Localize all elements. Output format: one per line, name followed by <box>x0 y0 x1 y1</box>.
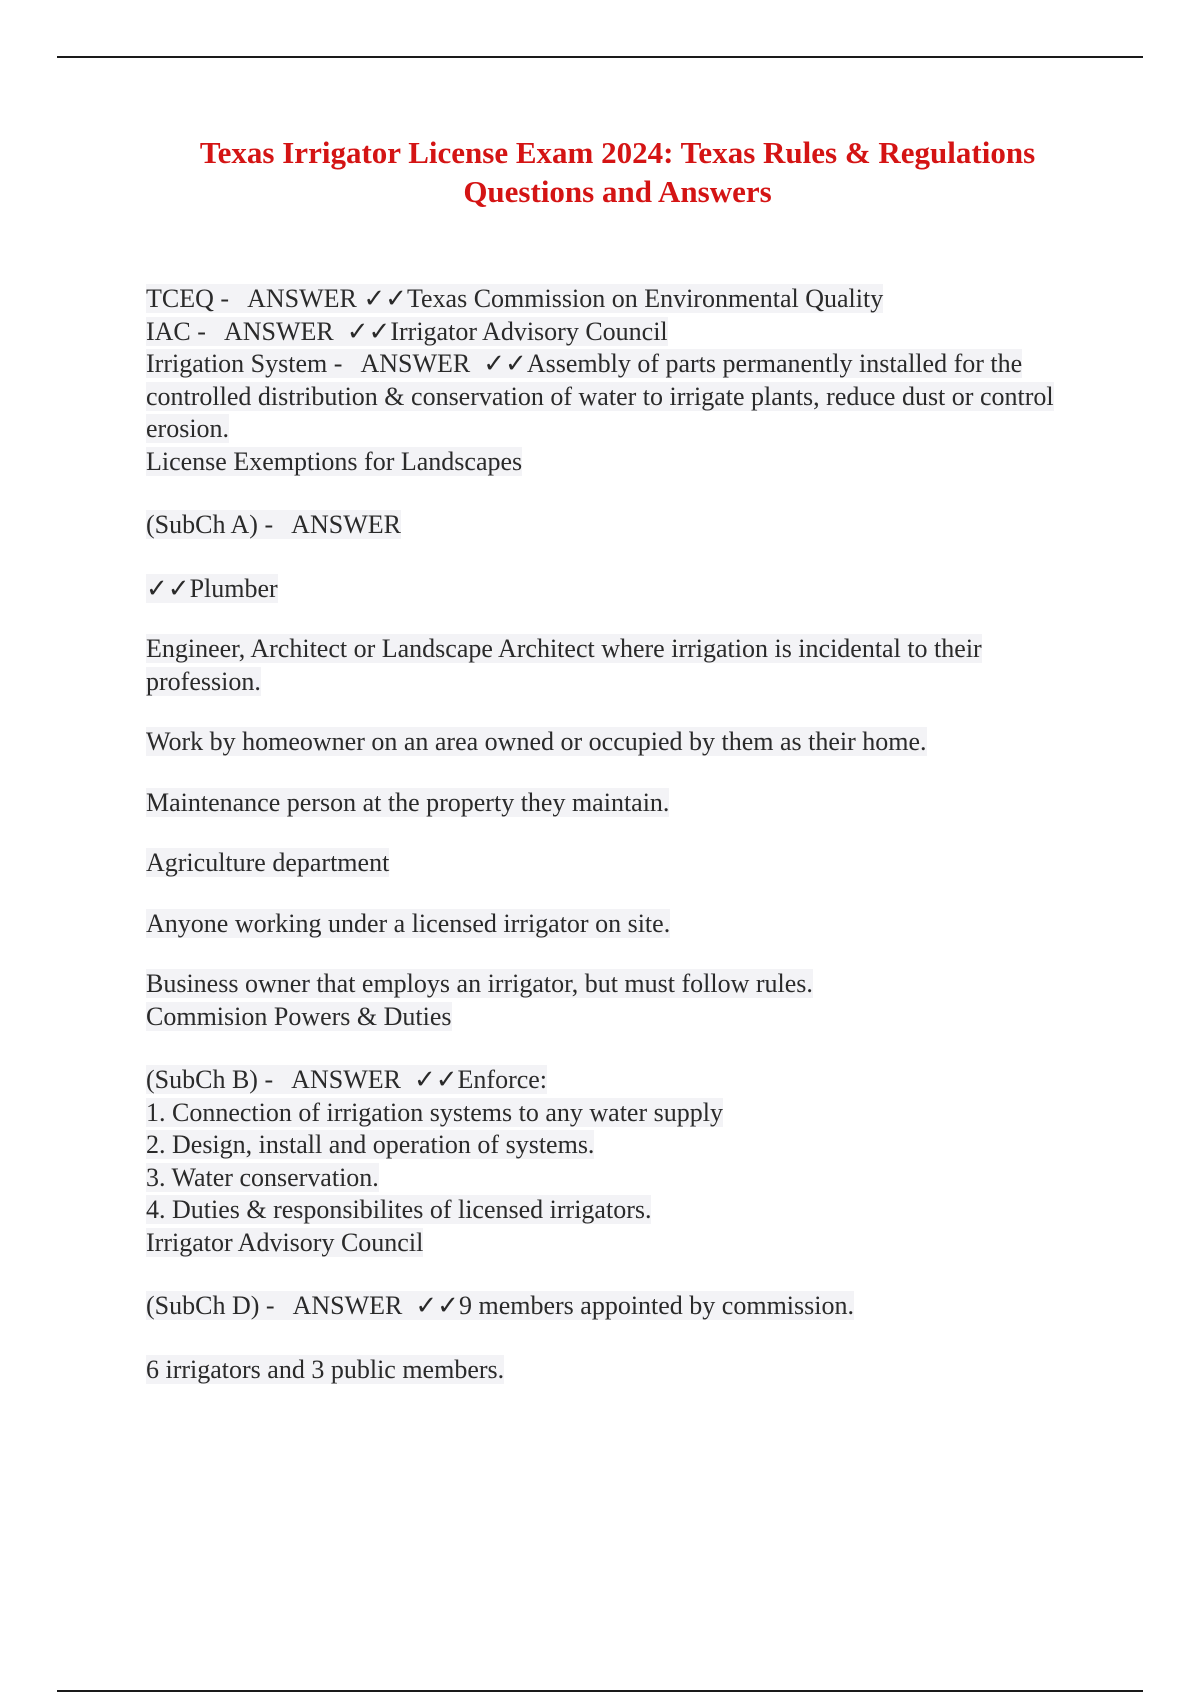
enforce-item <box>146 1097 1066 1130</box>
qa-subch-d-term: (SubCh D) - ANSWER ✓✓ <box>146 1291 459 1320</box>
council-members <box>146 1354 1066 1387</box>
commission-heading <box>146 1001 1066 1034</box>
exemption-5: Agriculture department <box>146 848 390 877</box>
qa-subch-d <box>146 1290 1066 1323</box>
qa-subch-b <box>146 1064 1066 1097</box>
exemption-7: Business owner that employs an irrigator, but must follow rules. <box>146 969 813 998</box>
qa-subch-a-term: (SubCh A) - ANSWER <box>146 510 401 539</box>
exemption-item <box>146 847 1066 880</box>
qa-subch-d-answer: 9 members appointed by commission. <box>458 1291 854 1320</box>
qa-subch-a <box>146 509 1066 542</box>
exemption-item <box>146 573 1066 606</box>
enforce-item <box>146 1129 1066 1162</box>
exemption-item <box>146 726 1066 759</box>
title-line-2: Questions and Answers <box>463 174 772 209</box>
exemption-2: Engineer, Architect or Landscape Architect where irrigation is incidental to their profession. <box>146 634 982 696</box>
enforce-2: 2. Design, install and operation of systems. <box>146 1130 595 1159</box>
exemption-item <box>146 787 1066 820</box>
exemptions-heading-text: License Exemptions for Landscapes <box>146 446 523 476</box>
enforce-item <box>146 1194 1066 1227</box>
exemption-1: ✓✓Plumber <box>146 573 278 603</box>
council-heading-text: Irrigator Advisory Council <box>146 1227 424 1257</box>
qa-subch-b-answer: Enforce: <box>457 1065 548 1094</box>
qa-irrigation-system <box>146 348 1066 446</box>
enforce-4: 4. Duties & responsibilites of licensed irrigators. <box>146 1195 652 1224</box>
exemption-3: Work by homeowner on an area owned or occupied by them as their home. <box>146 727 927 756</box>
exemptions-heading <box>146 446 1066 479</box>
council-heading <box>146 1227 1066 1260</box>
exemption-item <box>146 633 1066 698</box>
qa-iac-answer: Irrigator Advisory Council <box>390 316 668 346</box>
exemption-4: Maintenance person at the property they maintain. <box>146 787 670 817</box>
top-rule <box>57 56 1143 58</box>
enforce-1: 1. Connection of irrigation systems to any water supply <box>146 1097 723 1127</box>
document-body <box>146 283 1066 1386</box>
enforce-item <box>146 1162 1066 1195</box>
qa-subch-b-term: (SubCh B) - ANSWER ✓✓ <box>146 1065 458 1094</box>
exemption-6: Anyone working under a licensed irrigator on site. <box>146 908 671 938</box>
qa-tceq-term: TCEQ - ANSWER ✓✓ <box>146 284 407 313</box>
council-members-text: 6 irrigators and 3 public members. <box>146 1354 505 1384</box>
document-title <box>100 133 1135 211</box>
qa-irrigation-answer: Assembly of parts permanently installed for the controlled distribution & conservation of water to irrigate plants, reduce dust or control erosion. <box>146 349 1054 443</box>
qa-tceq <box>146 283 1066 316</box>
exemption-item <box>146 968 1066 1001</box>
qa-iac-term: IAC - ANSWER ✓✓ <box>146 316 391 346</box>
bottom-rule <box>57 1690 1143 1692</box>
qa-iac <box>146 316 1066 349</box>
commission-heading-text: Commision Powers & Duties <box>146 1001 452 1031</box>
qa-irrigation-term: Irrigation System - ANSWER ✓✓ <box>146 349 527 378</box>
enforce-3: 3. Water conservation. <box>146 1162 379 1192</box>
title-line-1: Texas Irrigator License Exam 2024: Texas Rules & Regulations <box>199 135 1036 170</box>
qa-tceq-answer: Texas Commission on Environmental Quality <box>406 284 884 313</box>
exemption-item <box>146 908 1066 941</box>
